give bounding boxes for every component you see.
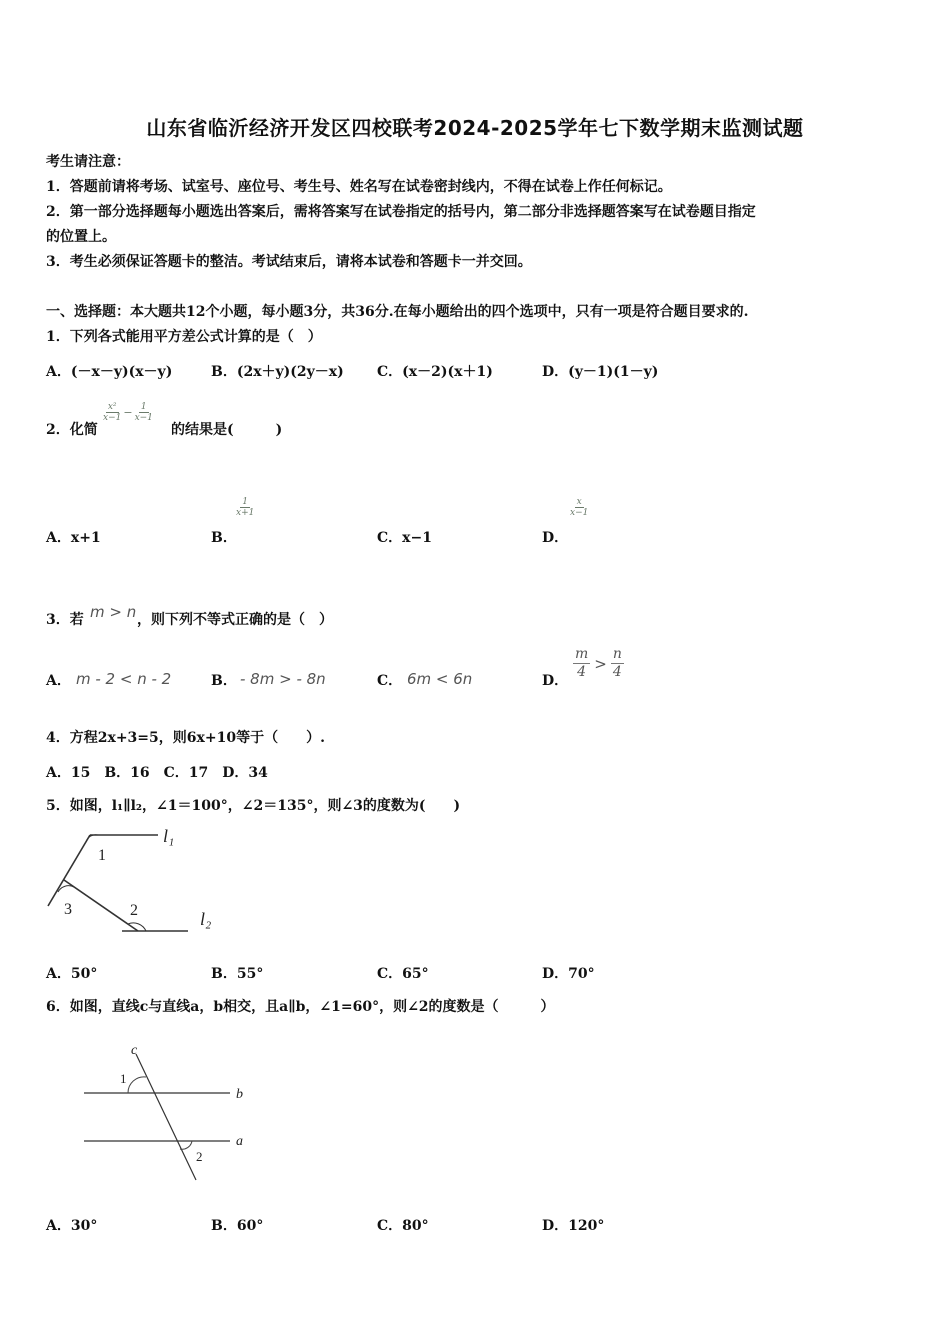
question-2-suffix: 的结果是( ) (171, 422, 283, 438)
question-4-stem: 4．方程2x+3=5，则6x+10等于（ ）. (46, 730, 325, 746)
segment (64, 880, 138, 931)
q3-option-a: A． (46, 673, 71, 689)
q6-option-d: D．120° (542, 1218, 605, 1234)
line-l2-label: l₂ (200, 909, 212, 929)
q5-option-b: B．55° (211, 966, 264, 982)
q5-option-a: A．50° (46, 966, 98, 982)
angle-1-arc (128, 1077, 146, 1093)
q6-option-b: B．60° (211, 1218, 264, 1234)
line-a-label: a (236, 1134, 243, 1149)
q2-option-c: C．x−1 (377, 530, 432, 546)
fraction-numerator: 1 (242, 497, 249, 507)
line-l1-label: l₁ (163, 826, 175, 846)
line-c-label: c (131, 1043, 138, 1058)
q2-option-a: A．x+1 (46, 530, 101, 546)
angle-1-label: 1 (98, 847, 106, 864)
notice-item: 的位置上。 (46, 229, 116, 245)
fraction-numerator: m (575, 646, 589, 662)
fraction (611, 646, 624, 681)
fraction-denominator: 4 (612, 664, 622, 680)
segment (48, 835, 90, 906)
line-b-label: b (236, 1087, 243, 1102)
q5-figure (40, 822, 230, 942)
angle-2-label: 2 (130, 902, 138, 919)
line-c (136, 1054, 196, 1180)
fraction (573, 646, 590, 681)
q3-option-b: B． (211, 673, 237, 689)
q6-option-c: C．80° (377, 1218, 429, 1234)
q2-option-d-fraction (570, 497, 588, 518)
page-title: 山东省临沂经济开发区四校联考2024-2025学年七下数学期末监测试题 (146, 116, 804, 140)
minus-sign: − (123, 406, 133, 419)
q1-option-c: C．(x－2)(x＋1) (377, 364, 493, 380)
fraction-denominator: x−1 (134, 413, 153, 423)
notice-item: 3．考生必须保证答题卡的整洁。考试结束后，请将本试卷和答题卡一并交回。 (46, 254, 532, 270)
q3-option-d-expr (573, 646, 624, 681)
q3-option-d: D． (542, 673, 569, 689)
fraction-denominator: x−1 (103, 413, 122, 423)
q6-figure (80, 1040, 260, 1185)
question-3-suffix: ，则下列不等式正确的是（ ） (137, 612, 333, 628)
q4-options: A．15 B．16 C．17 D．34 (46, 765, 268, 781)
fraction-numerator: x (576, 497, 582, 507)
q2-option-b-fraction (236, 497, 254, 518)
angle-2-label: 2 (196, 1149, 203, 1164)
q2-expression (103, 402, 153, 423)
q3-option-c-expr: 6m < 6n (407, 670, 473, 688)
question-3-prefix: 3．若 (46, 612, 84, 628)
angle-3-arc (58, 886, 74, 892)
q5-option-d: D．70° (542, 966, 595, 982)
q1-option-d: D．(y－1)(1－y) (542, 364, 659, 380)
question-1-stem: 1．下列各式能用平方差公式计算的是（ ） (46, 329, 322, 345)
angle-1-arc (86, 835, 98, 842)
q6-option-a: A．30° (46, 1218, 98, 1234)
q1-option-b: B．(2x＋y)(2y－x) (211, 364, 344, 380)
angle-1-label: 1 (120, 1071, 127, 1086)
angle-2-arc (180, 1141, 192, 1149)
question-5-stem: 5．如图，l₁∥l₂，∠1＝100°，∠2＝135°，则∠3的度数为( ) (46, 798, 461, 814)
notice-item: 2．第一部分选择题每小题选出答案后，需将答案写在试卷指定的括号内，第二部分非选择题答案写在试卷题目指定 (46, 204, 756, 220)
fraction-numerator: n (612, 646, 622, 662)
q2-fraction-2 (135, 402, 153, 423)
fraction-numerator: 1 (140, 402, 147, 412)
q2-option-b: B． (211, 530, 237, 546)
q2-option-d: D． (542, 530, 569, 546)
q2-fraction-1 (103, 402, 121, 423)
fraction-denominator: x+1 (236, 508, 255, 518)
greater-than-sign: > (594, 654, 607, 673)
notice-item: 1．答题前请将考场、试室号、座位号、考生号、姓名写在试卷密封线内，不得在试卷上作任何标记。 (46, 179, 672, 195)
notice-heading: 考生请注意： (46, 154, 130, 170)
q3-option-a-expr: m - 2 < n - 2 (76, 670, 172, 688)
angle-3-label: 3 (64, 901, 72, 918)
q3-condition: m > n (90, 603, 137, 621)
q5-option-c: C．65° (377, 966, 429, 982)
section-heading: 一、选择题：本大题共12个小题，每小题3分，共36分.在每小题给出的四个选项中，只有一项是符合题目要求的. (46, 304, 749, 320)
q1-option-a: A．(－x－y)(x－y) (46, 364, 173, 380)
q3-option-c: C． (377, 673, 403, 689)
fraction-denominator: x−1 (570, 508, 589, 518)
fraction-numerator: x² (107, 402, 117, 412)
question-6-stem: 6．如图，直线c与直线a，b相交，且a∥b，∠1=60°，则∠2的度数是（ ） (46, 999, 555, 1015)
question-2-prefix: 2．化简 (46, 422, 98, 438)
fraction-denominator: 4 (577, 664, 587, 680)
q3-option-b-expr: - 8m > - 8n (240, 670, 326, 688)
